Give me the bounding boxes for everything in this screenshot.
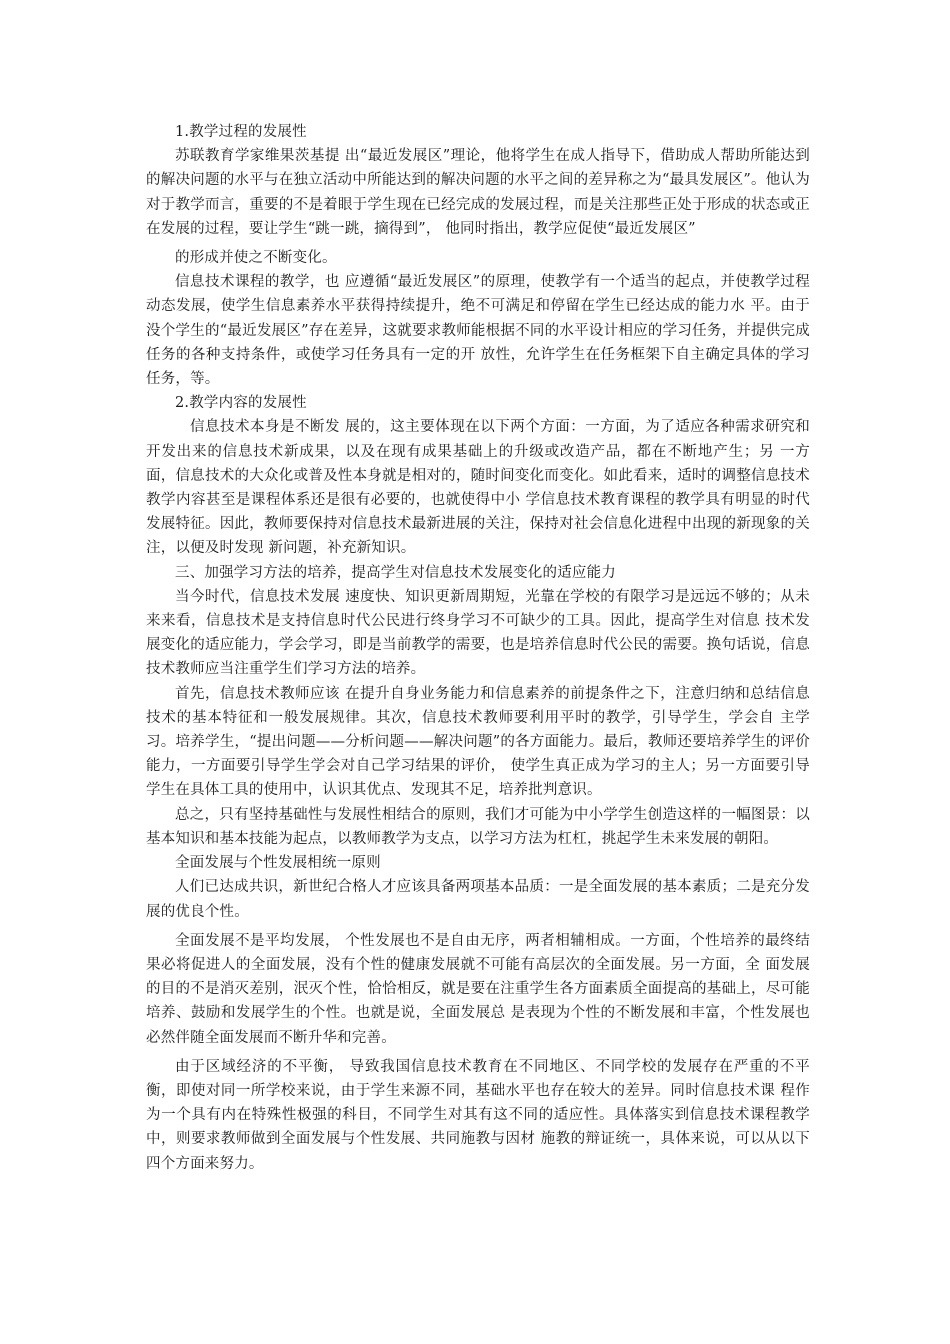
paragraph-consensus: 人们已达成共识，新世纪合格人才应该具备两项基本品质：一是全面发展的基本素质；二是充分发展的优良个性。: [146, 879, 810, 920]
paragraph-continuation: 的形成并使之不断变化。: [175, 250, 337, 267]
paragraph-learning-methods: 当今时代，信息技术发展 速度快、知识更新周期短，光靠在学校的有限学习是远远不够的；从未来来看，信息技术是支持信息时代公民进行终身学习不可缺少的工具。因此，提高学生对信息 技术发展变化的适应能力，学会学习，即是当前教学的需要，也是培养信息时代公民的需要。换句话说，信息技术教师应当注重学生们学习方法的培养。: [146, 588, 810, 678]
paragraph-regional: 由于区域经济的不平衡， 导致我国信息技术教育在不同地区、不同学校的发展存在严重的不平衡，即使对同一所学校来说，由于学生来源不同，基础水平也存在较大的差异。同时信息技术课 程作为一个具有内在特殊性极强的科目，不同学生对其有这不同的适应性。具体落实到信息技术课程教学中，则要求教师做到全面发展与个性发展、共同施教与因材 施教的辩证统一，具体来说，可以从以下四个方面来努力。: [146, 1058, 810, 1172]
paragraph-first-teacher: 首先，信息技术教师应该 在提升自身业务能力和信息素养的前提条件之下，注意归纳和总结信息技术的基本特征和一般发展规律。其次，信息技术教师要利用平时的教学，引导学生，学会自 主学习。培养学生，“提出问题——分析问题——解决问题”的各方面能力。最后，教师还要培养学生的评价能力，一方面要引导学生学会对自己学习结果的评价， 使学生真正成为学习的主人；另一方面要引导学生在具体工具的使用中，认识其优点、发现其不足，培养批判意识。: [146, 685, 810, 799]
paragraph-all-round: 全面发展不是平均发展， 个性发展也不是自由无序，两者相辅相成。一方面，个性培养的最终结果必将促进人的全面发展，没有个性的健康发展就不可能有高层次的全面发展。另一方面，全 面发展的目的不是消灭差别，泯灭个性，恰恰相反，就是要在注重学生各方面素质全面提高的基础上，尽可能培养、鼓励和发展学生的个性。也就是说，全面发展总 是表现为个性的不断发展和丰富，个性发展也必然伴随全面发展而不断升华和完善。: [146, 932, 810, 1046]
section-heading-2: 2.教学内容的发展性: [175, 395, 307, 412]
section-heading-1: 1.教学过程的发展性: [175, 124, 307, 140]
section-heading-3: 三、加强学习方法的培养，提高学生对信息技术发展变化的适应能力: [175, 564, 616, 581]
paragraph-it-teaching: 信息技术课程的教学，也 应遵循“最近发展区”的原理，使教学有一个适当的起点，并使教学过程动态发展，使学生信息素养水平获得持续提升，绝不可满足和停留在学生已经达成的能力水 平。由于没个学生的“最近发展区”存在差异，这就要求教师能根据不同的水平设计相应的学习任务，并提供完成任务的各种支持条件，或使学习任务具有一定的开 放性，允许学生在任务框架下自主确定具体的学习任务，等。: [146, 274, 810, 388]
document-body: [146, 120, 810, 1176]
paragraph-summary: 总之，只有坚持基础性与发展性相结合的原则，我们才可能为中小学学生创造这样的一幅图景：以基本知识和基本技能为起点，以教师教学为支点，以学习方法为杠杠，挑起学生未来发展的朝阳。: [146, 806, 810, 847]
paragraph-it-content: 信息技术本身是不断发 展的，这主要体现在以下两个方面：一方面，为了适应各种需求研究和开发出来的信息技术新成果，以及在现有成果基础上的升级或改造产品，都在不断地产生；另 一方面，信息技术的大众化或普及性本身就是相对的，随时间变化而变化。如此看来，适时的调整信息技术教学内容甚至是课程体系还是很有必要的，也就使得中小 学信息技术教育课程的教学具有明显的时代发展特征。因此，教师要保持对信息技术最新进展的关注，保持对社会信息化进程中出现的新现象的关注，以便及时发现 新问题，补充新知识。: [146, 419, 810, 557]
paragraph-zpd-theory: 苏联教育学家维果茨基提 出“最近发展区”理论，他将学生在成人指导下，借助成人帮助所能达到的解决问题的水平与在独立活动中所能达到的解决问题的水平之间的差异称之为“最具发展区”。他认为对于教学而言，重要的不是着眼于学生现在已经完成的发展过程，而是关注那些正处于形成的状态或正在发展的过程，要让学生“跳一跳，摘得到”， 他同时指出，教学应促使“最近发展区”: [146, 148, 810, 237]
section-heading-4: 全面发展与个性发展相统一原则: [175, 855, 381, 872]
